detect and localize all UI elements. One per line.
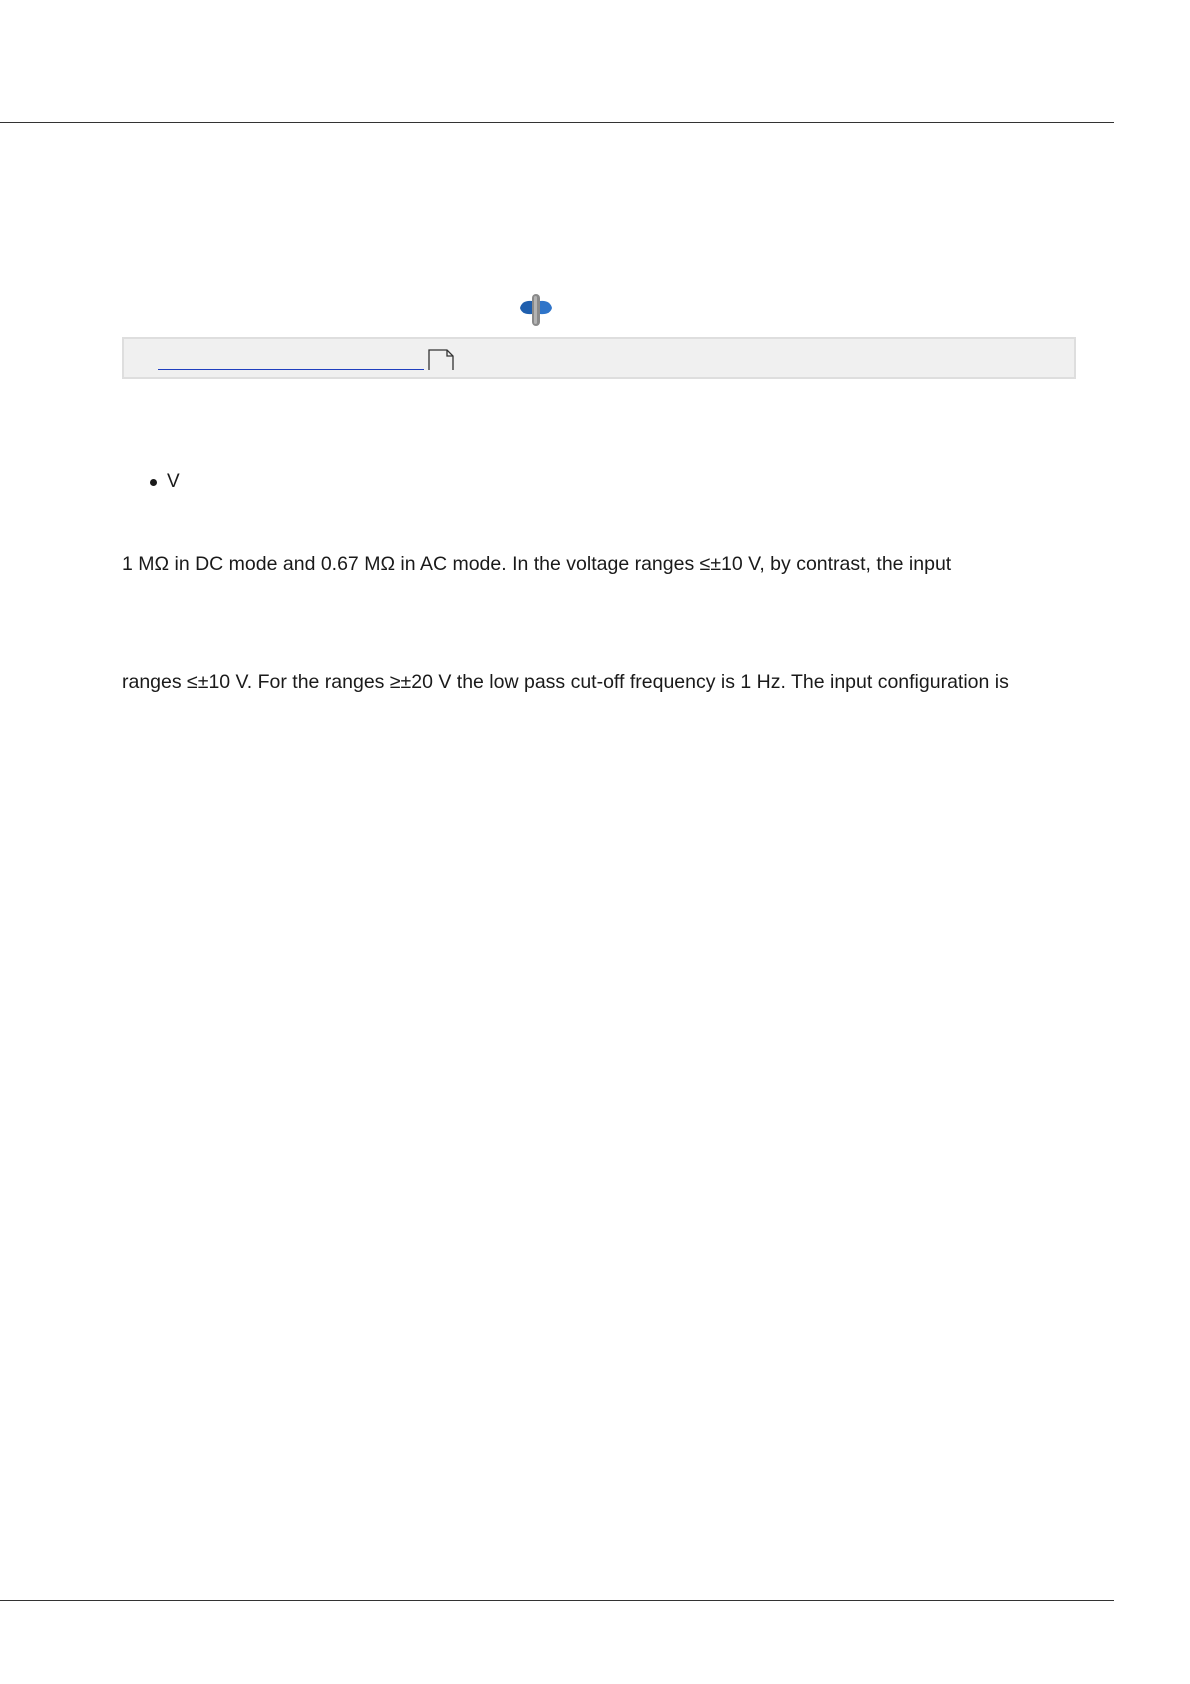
pushpin-icon [516,290,556,330]
cross-reference-link[interactable] [158,369,424,370]
footer-rule [0,1600,1114,1601]
paragraph-line: 1 MΩ in DC mode and 0.67 MΩ in AC mode. In the voltage ranges ≤±10 V, by contrast, the input [122,553,952,575]
bullet-icon [150,479,157,486]
list-item [150,470,180,494]
page-reference-icon[interactable] [428,349,454,371]
header-rule [0,122,1114,123]
list-item-text: V [167,471,180,492]
note-box [122,337,1076,379]
paragraph-line: ranges ≤±10 V. For the ranges ≥±20 V the low pass cut-off frequency is 1 Hz. The input configuration is [122,671,1009,693]
